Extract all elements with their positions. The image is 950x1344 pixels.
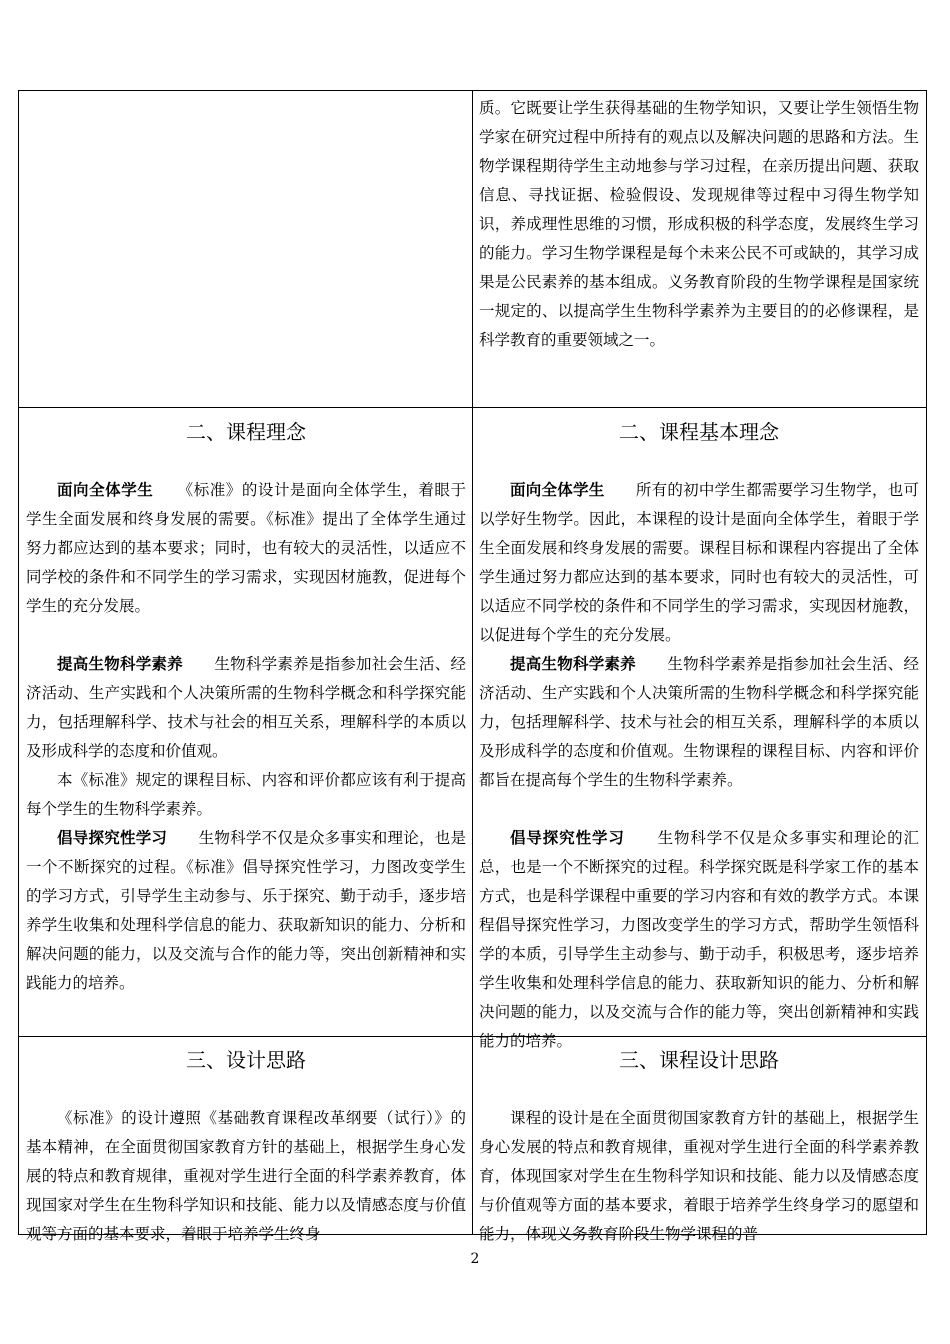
section2-left-heading-2: 提高生物科学素养	[57, 655, 183, 673]
section3-right-paragraph-1: 课程的设计是在全面贯彻国家教育方针的基础上，根据学生身心发展的特点和教育规律，重视对学生进行全面的科学素养教育，体现国家对学生在生物科学知识和技能、能力以及情感态度与价值观等方面的基本要求，着眼于培养学生终身学习的愿望和能力，体现义务教育阶段生物学课程的普	[479, 1109, 919, 1243]
table-border-top	[18, 90, 927, 91]
section2-right-paragraph-3	[479, 824, 919, 1056]
table-border-left	[18, 90, 19, 1235]
section2-right-heading-2: 提高生物科学素养	[510, 655, 636, 673]
table-border-middle	[472, 90, 473, 1235]
section2-left-body-2: 生物科学素养是指参加社会生活、经济活动、生产实践和个人决策所需的生物科学概念和科学探究能力，包括理解科学、技术与社会的相互关系，理解科学的本质以及形成科学的态度和价值观。	[26, 655, 466, 760]
table-border-right	[926, 90, 927, 1235]
section2-right-paragraph-1	[479, 476, 919, 650]
section2-left-paragraph-1	[26, 476, 466, 621]
section3-left-paragraph-1: 《标准》的设计遵照《基础教育课程改革纲要（试行）》的基本精神，在全面贯彻国家教育方针的基础上，根据学生身心发展的特点和教育规律，重视对学生进行全面的科学素养教育，体现国家对学生在生物科学知识和技能、能力以及情感态度与价值观等方面的基本要求，着眼于培养学生终身	[26, 1109, 466, 1243]
section2-right-paragraph-2	[479, 650, 919, 795]
section3-right-cell	[479, 1046, 919, 1243]
section2-left-body-1: 《标准》的设计是面向全体学生，着眼于学生全面发展和终身发展的需要。《标准》提出了全体学生通过努力都应达到的基本要求；同时，也有较大的灵活性，以适应不同学校的条件和不同学生的学习需求，实现因材施教，促进每个学生的充分发展。	[26, 481, 466, 615]
top-right-cell	[479, 94, 919, 404]
table-row-divider-1	[18, 407, 927, 408]
section3-left-cell	[26, 1046, 466, 1243]
section2-right-cell	[479, 418, 919, 1050]
section2-right-title: 二、课程基本理念	[619, 420, 779, 444]
top-right-text: 质。它既要让学生获得基础的生物学知识，又要让学生领悟生物学家在研究过程中所持有的观点以及解决问题的思路和方法。生物学课程期待学生主动地参与学习过程，在亲历提出问题、获取信息、寻找证据、检验假设、发现规律等过程中习得生物学知识，养成理性思维的习惯，形成积极的科学态度，发展终生学习的能力。学习生物学课程是每个未来公民不可或缺的，其学习成果是公民素养的基本组成。义务教育阶段的生物学课程是国家统一规定的、以提高学生生物科学素养为主要目的的必修课程，是科学教育的重要领域之一。	[479, 99, 919, 349]
section2-left-title: 二、课程理念	[186, 420, 306, 444]
section2-right-body-2: 生物科学素养是指参加社会生活、经济活动、生产实践和个人决策所需的生物科学概念和科学探究能力，包括理解科学、技术与社会的相互关系，理解科学的本质以及形成科学的态度和价值观。生物课程的课程目标、内容和评价都旨在提高每个学生的生物科学素养。	[479, 655, 919, 789]
section2-left-heading-1: 面向全体学生	[57, 481, 154, 499]
section3-left-title: 三、设计思路	[186, 1048, 306, 1072]
section2-right-heading-3: 倡导探究性学习	[510, 829, 625, 847]
section3-right-title: 三、课程设计思路	[619, 1048, 779, 1072]
section2-right-body-3: 生物科学不仅是众多事实和理论的汇总，也是一个不断探究的过程。科学探究既是科学家工作的基本方式，也是科学课程中重要的学习内容和有效的教学方式。本课程倡导探究性学习，力图改变学生的学习方式，帮助学生领悟科学的本质，引导学生主动参与、勤于动手，积极思考，逐步培养学生收集和处理科学信息的能力、获取新知识的能力、分析和解决问题的能力，以及交流与合作的能力等，突出创新精神和实践能力的培养。	[479, 829, 919, 1050]
top-left-cell	[26, 94, 466, 404]
section2-left-paragraph-3: 本《标准》规定的课程目标、内容和评价都应该有利于提高每个学生的生物科学素养。	[26, 771, 466, 818]
section2-left-paragraph-2	[26, 650, 466, 766]
section2-left-cell	[26, 418, 466, 1034]
section2-left-heading-3: 倡导探究性学习	[57, 829, 168, 847]
section2-left-paragraph-4	[26, 824, 466, 998]
page-number: 2	[470, 1251, 480, 1267]
section2-right-body-1: 所有的初中学生都需要学习生物学，也可以学好生物学。因此，本课程的设计是面向全体学生，着眼于学生全面发展和终身发展的需要。课程目标和课程内容提出了全体学生通过努力都应达到的基本要求，同时也有较大的灵活性，可以适应不同学校的条件和不同学生的学习需求，实现因材施教，以促进每个学生的充分发展。	[479, 481, 919, 644]
section2-left-body-4: 生物科学不仅是众多事实和理论，也是一个不断探究的过程。《标准》倡导探究性学习，力图改变学生的学习方式，引导学生主动参与、乐于探究、勤于动手，逐步培养学生收集和处理科学信息的能力、获取新知识的能力、分析和解决问题的能力，以及交流与合作的能力等，突出创新精神和实践能力的培养。	[26, 829, 466, 992]
section2-right-heading-1: 面向全体学生	[510, 481, 605, 499]
